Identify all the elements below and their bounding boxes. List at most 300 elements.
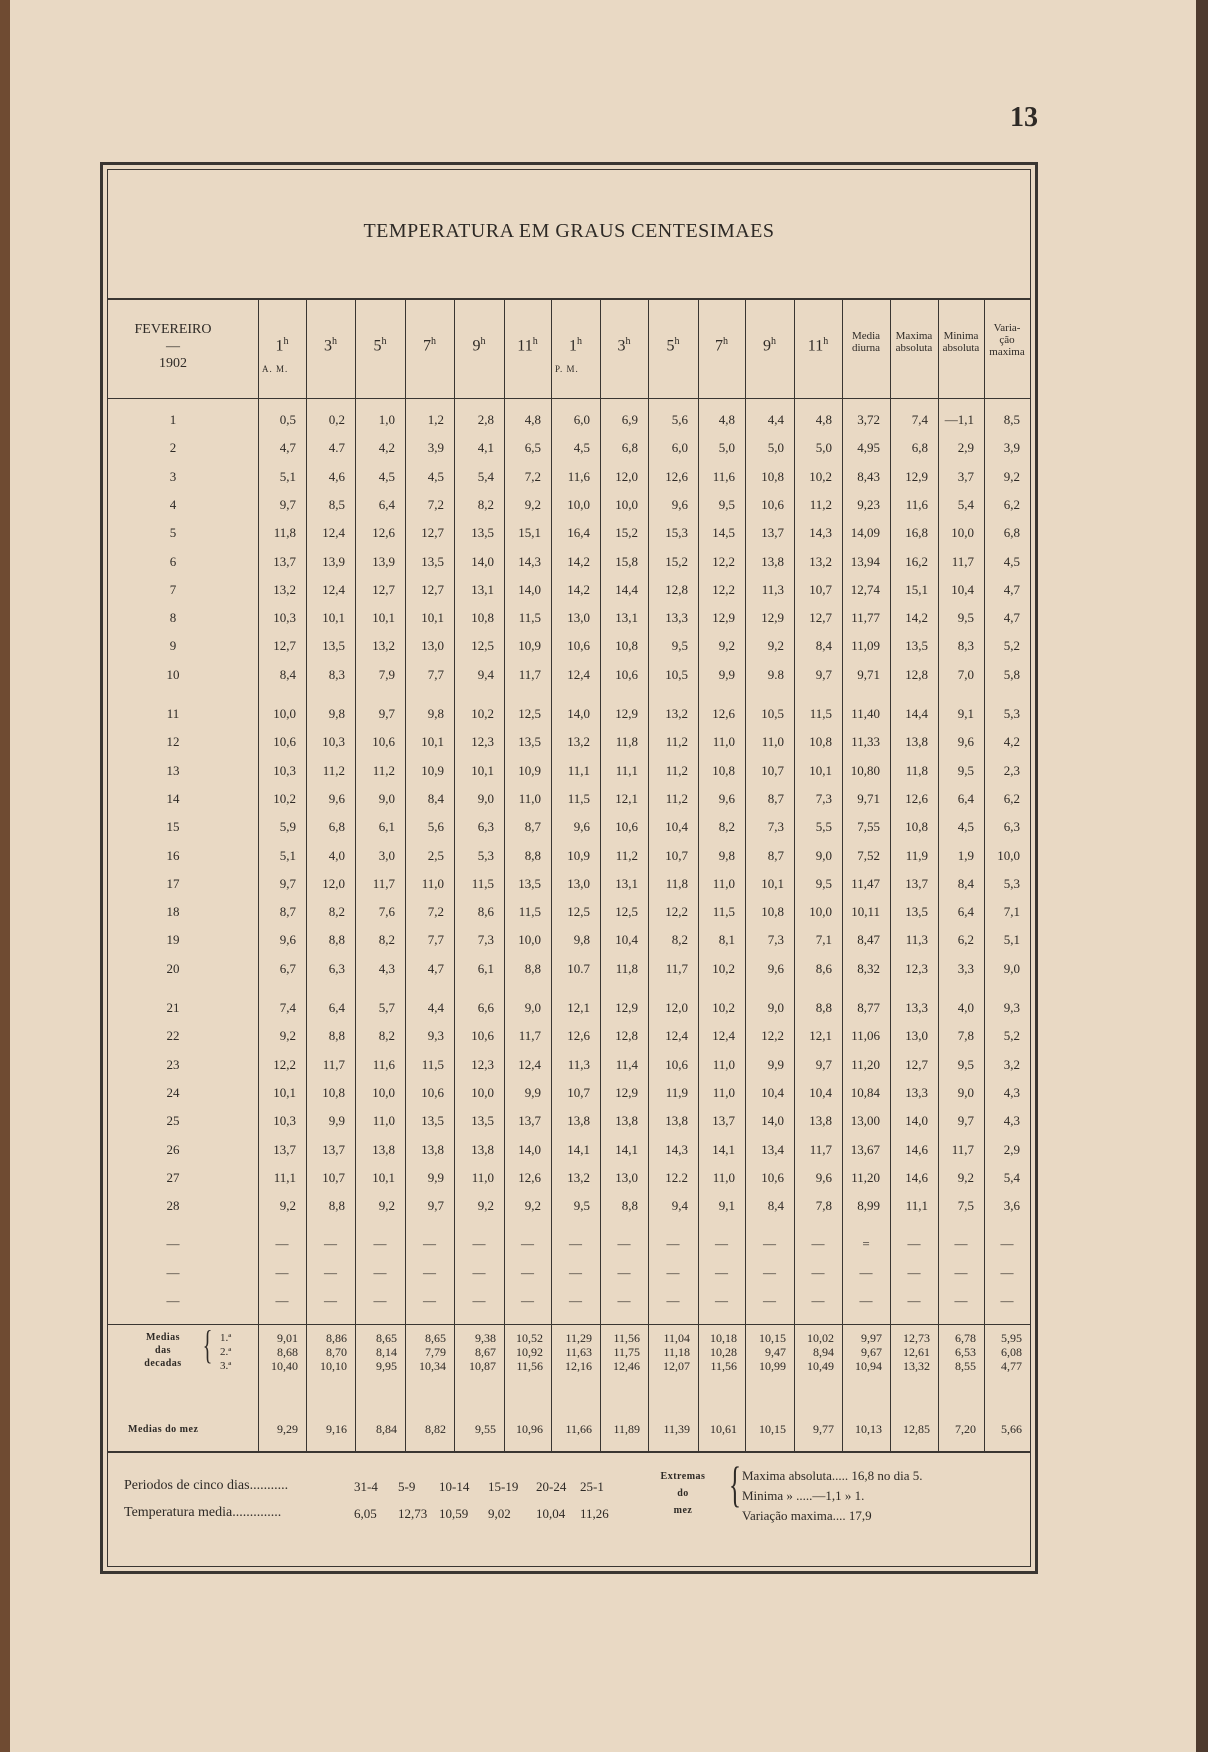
temperature-cell: 7,2	[427, 496, 444, 512]
stat-header-line: diurna	[851, 342, 881, 355]
temperature-cell: 11,7	[951, 1141, 974, 1157]
temperature-cell: 12,8	[615, 1028, 638, 1044]
temperature-cell: 12,4	[322, 581, 345, 597]
empty-cell-dash: —	[907, 1264, 921, 1280]
temperature-cell: 9,8	[718, 847, 735, 863]
temperature-cell: 13,5	[518, 875, 541, 891]
temperature-cell: 13,9	[372, 553, 395, 569]
period-range: 15-19	[488, 1479, 519, 1494]
day-number: 10	[166, 666, 180, 682]
book-binding	[0, 0, 10, 1752]
temperature-cell: 7,1	[815, 932, 832, 948]
empty-cell-dash: —	[715, 1264, 728, 1280]
temperature-cell: 5,3	[1003, 706, 1020, 721]
temperature-cell: 13,5	[421, 1113, 444, 1129]
temperature-cell: 3,0	[378, 847, 395, 863]
temperature-cell: 13,5	[471, 1113, 494, 1129]
temperature-cell: 10,0	[809, 904, 832, 920]
empty-cell-dash: —	[811, 1264, 825, 1280]
decade-mean-cell: 9,38	[475, 1331, 496, 1345]
temperature-cell: 11,0	[712, 875, 735, 891]
temperature-cell: 4,7	[427, 960, 444, 976]
decade-mean-cell: 11,56	[710, 1359, 737, 1373]
temperature-cell: 9,9	[767, 1056, 784, 1072]
temperature-cell: 11,1	[567, 762, 590, 778]
day-number: 3	[169, 468, 177, 484]
page-number: 13	[1010, 102, 1038, 133]
decade-mean-cell: 10,49	[807, 1359, 834, 1373]
temperature-cell: 8,3	[328, 666, 345, 682]
temperature-cell: 5,0	[718, 440, 735, 456]
month-mean-cell: 7,20	[955, 1422, 976, 1436]
temperature-cell: 13,2	[665, 706, 688, 721]
temperature-cell: 12,9	[712, 610, 735, 626]
temperature-cell: 9,3	[427, 1028, 444, 1044]
period-temperature: 10,59	[439, 1506, 469, 1521]
decade-mean-cell: 8,70	[326, 1345, 347, 1359]
empty-cell-dash: —	[811, 1293, 825, 1308]
temperature-cell: 10,3	[322, 734, 345, 750]
stat-header-line: absoluta	[942, 342, 980, 355]
day-number: 22	[166, 1028, 180, 1044]
period-range: 10-14	[439, 1479, 470, 1494]
hour-suffix: h	[381, 336, 387, 347]
temperature-cell: 9,4	[671, 1198, 688, 1214]
temperature-cell: 4,3	[1003, 1113, 1020, 1129]
temperature-cell: 8,4	[815, 638, 832, 654]
temperature-cell: 10,0	[273, 706, 296, 721]
temperature-cell: 11,47	[851, 875, 880, 891]
temperature-cell: 12,1	[567, 1000, 590, 1015]
extremas-label-line: mez	[673, 1505, 693, 1516]
temperature-cell: 4,8	[718, 412, 735, 427]
temperature-cell: 4.7	[328, 440, 345, 456]
temperature-cell: 11,4	[615, 1056, 638, 1072]
temperature-cell: 9,9	[718, 666, 735, 682]
temperature-cell: 13,8	[567, 1113, 590, 1129]
stat-header-line: absoluta	[895, 342, 933, 355]
temperature-cell: 14,3	[518, 553, 541, 569]
temperature-cell: 13,5	[471, 525, 494, 541]
temperature-cell: 13,0	[567, 610, 590, 626]
temperature-cell: 11,5	[809, 706, 832, 721]
temperature-cell: 11,2	[372, 762, 395, 778]
hour-suffix: h	[480, 336, 486, 347]
temperature-cell: 10,6	[471, 1028, 494, 1044]
month-mean-cell: 10,61	[710, 1422, 737, 1436]
temperature-cell: 13,5	[421, 553, 444, 569]
decade-mean-cell: 9,97	[861, 1331, 882, 1345]
hour-suffix: h	[577, 336, 582, 347]
temperature-cell: 10,6	[761, 1169, 784, 1185]
header-bottom-rule	[108, 398, 1030, 399]
stat-header-line: ção	[999, 334, 1015, 347]
temperature-cell: 13,3	[665, 610, 688, 626]
temperature-cell: 0,5	[279, 412, 296, 427]
temperature-cell: 9,6	[767, 960, 784, 976]
temperature-cell: 12,0	[665, 1000, 688, 1015]
table-inner-frame	[107, 169, 1031, 1567]
stat-header-line: Minima	[943, 330, 979, 342]
decade-mean-cell: 8,55	[955, 1359, 976, 1373]
temperature-cell: 13,7	[273, 1141, 296, 1157]
temperature-cell: 13,5	[518, 734, 541, 750]
decades-label	[128, 1332, 198, 1371]
temperature-cell: 12,4	[665, 1028, 688, 1044]
hour-suffix: h	[431, 336, 436, 347]
temperature-cell: 12,74	[850, 581, 880, 597]
stat-header-line: Maxima	[895, 330, 933, 342]
decade-mean-cell: 12,16	[565, 1359, 592, 1373]
temperature-cell: 13,67	[850, 1141, 880, 1157]
temperature-cell: 5,4	[477, 468, 494, 484]
empty-cell-dash: —	[569, 1264, 582, 1280]
hour-header: 1$^h$	[569, 336, 582, 355]
temperature-cell: 9,6	[718, 790, 735, 806]
temperature-cell: 6,5	[524, 440, 541, 456]
periods-label: Periodos de cinco dias...........	[124, 1478, 289, 1493]
temperature-cell: 12,1	[615, 790, 638, 806]
temperature-cell: 13,2	[567, 1169, 590, 1185]
temperature-cell: 5,6	[671, 412, 688, 427]
empty-cell-dash: —	[472, 1236, 486, 1251]
temperature-cell: 6,3	[328, 960, 345, 976]
empty-cell-dash: —	[666, 1264, 680, 1280]
temperature-cell: 10,1	[421, 734, 444, 750]
temperature-cell: 14,2	[905, 610, 928, 626]
decade-mean-cell: 10,15	[759, 1331, 786, 1345]
temperature-cell: 13,0	[905, 1028, 928, 1044]
hour-header: 11$^h$	[517, 336, 538, 355]
empty-cell-dash: —	[763, 1236, 776, 1251]
stat-header	[984, 322, 1030, 358]
temperature-cell: 8,2	[328, 904, 345, 920]
decade-mean-cell: 10,02	[807, 1331, 834, 1345]
decades-rule	[108, 1324, 1030, 1325]
temperature-cell: 10,0	[567, 496, 590, 512]
day-number: 16	[166, 847, 180, 863]
temperature-cell: 12,6	[518, 1169, 541, 1185]
decade-mean-cell: 12,46	[613, 1359, 640, 1373]
temperature-cell: 12,4	[712, 1028, 735, 1044]
temperature-cell: 14,0	[518, 1141, 541, 1157]
temperature-cell: 15,8	[615, 553, 638, 569]
temperature-cell: 4,5	[573, 440, 590, 456]
temperature-cell: 10,5	[761, 706, 784, 721]
temperature-cell: 6,1	[378, 819, 395, 835]
extremas-brace: {	[729, 1456, 741, 1512]
temperature-cell: 9,7	[957, 1113, 974, 1129]
month-mean-cell: 12,85	[903, 1422, 930, 1436]
temperature-cell: 9,6	[573, 819, 590, 835]
temperature-cell: 5,3	[477, 847, 494, 863]
temperature-cell: 14,5	[712, 525, 735, 541]
temperature-cell: 4,1	[477, 440, 494, 456]
am-label: A. M.	[262, 364, 289, 374]
hour-header: 9$^h$	[472, 336, 486, 355]
temperature-cell: 9,8	[328, 706, 345, 721]
stat-header-line: Media	[851, 330, 881, 342]
decades-label-line: Medias	[145, 1332, 181, 1343]
temperature-cell: 10,11	[851, 904, 880, 920]
temperature-cell: 2,3	[1003, 762, 1020, 778]
temperature-cell: 9,23	[857, 496, 880, 512]
temperature-cell: 12,7	[809, 610, 832, 626]
temperature-cell: 9,5	[718, 496, 735, 512]
decade-mean-cell: 11,29	[565, 1331, 592, 1345]
temperature-cell: 10,6	[421, 1084, 444, 1100]
temperature-cell: 13,8	[761, 553, 784, 569]
temperature-cell: 10,9	[518, 762, 541, 778]
temperature-cell: 9,71	[857, 666, 880, 682]
temperature-cell: 11,0	[372, 1113, 395, 1129]
temperature-cell: 14,0	[761, 1113, 784, 1129]
temperature-cell: 13,00	[850, 1113, 880, 1129]
temperature-cell: 11,8	[615, 960, 638, 976]
temperature-cell: 12,7	[273, 638, 296, 654]
temperature-cell: 10,0	[997, 847, 1020, 863]
temperature-cell: 11,9	[905, 847, 928, 863]
hour-header: 5$^h$	[373, 336, 387, 355]
day-number: 9	[169, 638, 177, 654]
temperature-cell: 8,7	[279, 904, 296, 920]
temperature-cell: 10,2	[712, 1000, 735, 1015]
temperature-cell: 13,0	[567, 875, 590, 891]
temperature-cell: 11,77	[851, 610, 880, 626]
temperature-cell: 10,0	[372, 1084, 395, 1100]
temperature-cell: 12,6	[372, 525, 395, 541]
temperature-cell: 11,0	[421, 875, 444, 891]
temperature-cell: 9,2	[767, 638, 784, 654]
decade-mean-cell: 11,75	[613, 1345, 640, 1359]
temperature-cell: 10.7	[567, 960, 590, 976]
temperature-cell: 10,84	[850, 1084, 880, 1100]
temperature-cell: 9,2	[477, 1198, 494, 1214]
temperature-cell: 12,3	[471, 734, 494, 750]
month-mean-cell: 9,77	[813, 1422, 834, 1436]
month-mean-cell: 5,66	[1001, 1422, 1022, 1436]
temperature-cell: 5,0	[767, 440, 784, 456]
temperature-cell: 4,7	[279, 440, 296, 456]
temperature-cell: 5,3	[1003, 875, 1020, 891]
temperature-cell: 14,2	[567, 581, 590, 597]
temperature-cell: 8,5	[1003, 412, 1020, 427]
temperature-cell: 13,8	[421, 1141, 444, 1157]
temperature-cell: 9,0	[1003, 960, 1020, 976]
temperature-cell: 7,8	[957, 1028, 974, 1044]
pm-label: P. M.	[555, 364, 579, 374]
temperature-cell: 11,8	[273, 525, 296, 541]
temperature-cell: 4,95	[857, 440, 880, 456]
temperature-cell: 5,7	[378, 1000, 395, 1015]
temperature-cell: 4,3	[378, 960, 395, 976]
temperature-cell: 14,2	[567, 553, 590, 569]
temperature-cell: 12,5	[518, 706, 541, 721]
temperature-cell: 13,7	[273, 553, 296, 569]
temperature-cell: 9,7	[279, 875, 296, 891]
decade-mean-cell: 12,61	[903, 1345, 930, 1359]
temperature-cell: 9,7	[815, 1056, 832, 1072]
temperature-cell: 11,06	[851, 1028, 880, 1044]
temperature-cell: 9,6	[957, 734, 974, 750]
temperature-cell: 2,9	[1003, 1141, 1020, 1157]
temperature-cell: 8,6	[477, 904, 494, 920]
empty-day-dash: —	[166, 1264, 180, 1280]
decade-mean-cell: 10,99	[759, 1359, 786, 1373]
decade-mean-cell: 10,52	[516, 1331, 543, 1345]
page-edge	[1196, 0, 1208, 1752]
decade-mean-cell: 11,18	[663, 1345, 690, 1359]
decade-mean-cell: 8,67	[475, 1345, 496, 1359]
temperature-cell: 14,0	[518, 581, 541, 597]
temperature-cell: 11,0	[712, 1169, 735, 1185]
temperature-cell: 11,2	[665, 734, 688, 750]
temperature-cell: 10,9	[567, 847, 590, 863]
header-top-rule	[108, 298, 1030, 300]
temperature-cell: 13,5	[322, 638, 345, 654]
temperature-cell: 10,6	[615, 666, 638, 682]
stat-header	[842, 330, 890, 354]
table-frame	[100, 162, 1038, 1574]
temperature-cell: 11,1	[615, 762, 638, 778]
empty-cell-dash: —	[617, 1293, 631, 1308]
hour-header: 7$^h$	[423, 336, 436, 355]
temperature-cell: 12,5	[567, 904, 590, 920]
day-number: 19	[166, 932, 180, 948]
temperature-cell: —1,1	[944, 412, 974, 427]
temperature-cell: 9,4	[477, 666, 494, 682]
temperature-cell: 9,6	[671, 496, 688, 512]
temperature-cell: 12,6	[665, 468, 688, 484]
decade-mean-cell: 8,65	[425, 1331, 446, 1345]
empty-cell-dash: —	[811, 1236, 825, 1251]
temperature-cell: 12,4	[518, 1056, 541, 1072]
temperature-cell: 10,1	[761, 875, 784, 891]
temperature-cell: 14,6	[905, 1141, 928, 1157]
temperature-cell: 8,1	[718, 932, 735, 948]
temperature-cell: 6,8	[328, 819, 345, 835]
month-mean-cell: 9,16	[326, 1422, 347, 1436]
temperature-cell: 5,1	[279, 847, 296, 863]
temperature-cell: 10,1	[471, 762, 494, 778]
hour-suffix: h	[625, 336, 631, 347]
temperature-cell: 11,09	[851, 638, 880, 654]
temperature-cell: 10,80	[850, 762, 880, 778]
temperature-cell: 6,0	[573, 412, 590, 427]
temperature-cell: 6,4	[378, 496, 395, 512]
temperature-cell: 14,3	[665, 1141, 688, 1157]
temperature-cell: 12,2	[712, 553, 735, 569]
temperature-cell: 9,7	[378, 706, 395, 721]
temperature-cell: 15,2	[665, 553, 688, 569]
temperature-cell: 10,7	[809, 581, 832, 597]
temperature-cell: 13,2	[273, 581, 296, 597]
temperature-cell: 11,7	[372, 875, 395, 891]
temperature-cell: 3,72	[857, 412, 880, 427]
temperature-cell: 11,5	[421, 1056, 444, 1072]
temperature-cell: 9,2	[718, 638, 735, 654]
period-range: 31-4	[354, 1479, 378, 1494]
decade-mean-cell: 10,92	[516, 1345, 543, 1359]
temperature-cell: 13,7	[905, 875, 928, 891]
temperature-cell: 9,1	[957, 706, 974, 721]
temperature-cell: 6,2	[1003, 496, 1020, 512]
temperature-cell: 9.8	[767, 666, 784, 682]
decade-mean-cell: 6,08	[1001, 1345, 1022, 1359]
empty-cell-dash: —	[569, 1293, 582, 1308]
temperature-cell: 8,3	[957, 638, 974, 654]
temperature-cell: 2,8	[477, 412, 494, 427]
temperature-cell: 11,0	[471, 1169, 494, 1185]
empty-cell-dash: —	[324, 1293, 337, 1308]
temperature-cell: 10,8	[471, 610, 494, 626]
hour-header: 3$^h$	[617, 336, 631, 355]
temperature-cell: 11,5	[567, 790, 590, 806]
temperature-cell: 10,0	[615, 496, 638, 512]
temperature-cell: 11,0	[712, 734, 735, 750]
decade-mean-cell: 9,67	[861, 1345, 882, 1359]
stat-header	[938, 330, 984, 354]
hour-header: 5$^h$	[666, 336, 680, 355]
temperature-cell: 11,6	[712, 468, 735, 484]
hour-suffix: h	[723, 336, 728, 347]
temperature-cell: 8,4	[427, 790, 444, 806]
temperature-cell: 13,5	[905, 904, 928, 920]
empty-cell-dash: —	[569, 1236, 582, 1251]
temperature-cell: 13,8	[372, 1141, 395, 1157]
temperature-cell: 11,0	[712, 1084, 735, 1100]
day-number: 2	[169, 440, 177, 456]
temperature-cell: 4,8	[815, 412, 832, 427]
decade-mean-cell: 10,10	[320, 1359, 347, 1373]
temperature-cell: 8,77	[857, 1000, 880, 1015]
temperature-cell: 9,7	[815, 666, 832, 682]
decade-mean-cell: 7,79	[425, 1345, 446, 1359]
temperature-cell: 9,71	[857, 790, 880, 806]
temperature-cell: 12,2	[712, 581, 735, 597]
temperature-cell: 7,55	[857, 819, 880, 835]
temperature-cell: 11,20	[851, 1056, 880, 1072]
temperature-cell: 4,2	[378, 440, 395, 456]
temperature-cell: 13,1	[471, 581, 494, 597]
decade-mean-cell: 10,18	[710, 1331, 737, 1345]
month-label	[108, 322, 238, 372]
temperature-cell: 5,4	[1003, 1169, 1020, 1185]
empty-cell-dash: —	[763, 1293, 776, 1308]
extremas-line: Variação maxima.... 17,9	[742, 1508, 872, 1523]
empty-day-dash: —	[166, 1236, 180, 1251]
decade-mean-cell: 12,73	[903, 1331, 930, 1345]
temperature-cell: 13,5	[905, 638, 928, 654]
temperature-cell: 11,8	[905, 762, 928, 778]
temperature-cell: 9,2	[524, 1198, 541, 1214]
temperature-cell: 8,5	[328, 496, 345, 512]
month-mean-cell: 10,96	[516, 1422, 543, 1436]
temperature-cell: 13,0	[421, 638, 444, 654]
empty-cell-dash: —	[275, 1293, 289, 1308]
temperature-cell: 2,9	[957, 440, 974, 456]
temperature-cell: 10,2	[471, 706, 494, 721]
temperature-cell: 10,8	[322, 1084, 345, 1100]
temperature-cell: 9,5	[957, 610, 974, 626]
temperature-cell: 9,7	[427, 1198, 444, 1214]
temperature-cell: 10,4	[665, 819, 688, 835]
decade-index: 2.ª	[220, 1346, 232, 1358]
temperature-cell: 11,8	[615, 734, 638, 750]
empty-cell-dash: —	[275, 1236, 289, 1251]
temperature-cell: 10,4	[615, 932, 638, 948]
temperature-cell: 6,4	[328, 1000, 345, 1015]
